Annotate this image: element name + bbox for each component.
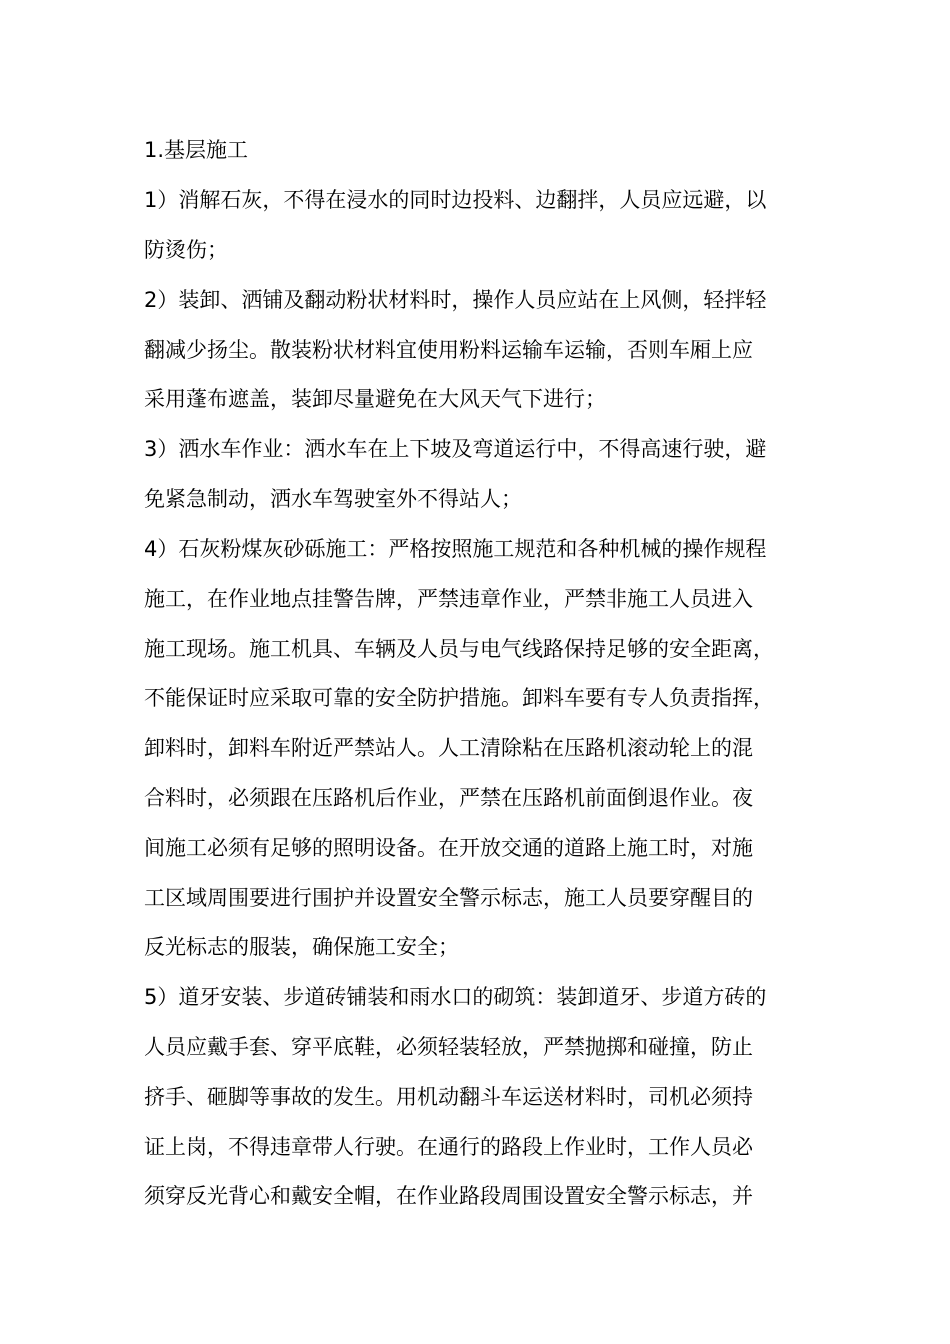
- section-heading: 1.基层施工: [144, 138, 249, 162]
- text-line: 1）消解石灰，不得在浸水的同时边投料、边翻拌，人员应远避，以: [144, 188, 767, 212]
- text-line: 施工，在作业地点挂警告牌，严禁违章作业，严禁非施工人员进入: [144, 587, 753, 611]
- text-line: 合料时，必须跟在压路机后作业，严禁在压路机前面倒退作业。夜: [144, 786, 753, 810]
- text-line: 挤手、砸脚等事故的发生。用机动翻斗车运送材料时，司机必须持: [144, 1085, 753, 1109]
- text-line: 免紧急制动，洒水车驾驶室外不得站人；: [144, 487, 522, 511]
- text-line: 5）道牙安装、步道砖铺装和雨水口的砌筑：装卸道牙、步道方砖的: [144, 985, 767, 1009]
- text-line: 不能保证时应采取可靠的安全防护措施。卸料车要有专人负责指挥，: [144, 686, 774, 710]
- text-line: 4）石灰粉煤灰砂砾施工：严格按照施工规范和各种机械的操作规程: [144, 537, 767, 561]
- text-line: 反光标志的服装，确保施工安全；: [144, 935, 459, 959]
- text-line: 2）装卸、洒铺及翻动粉状材料时，操作人员应站在上风侧，轻拌轻: [144, 288, 767, 312]
- text-line: 间施工必须有足够的照明设备。在开放交通的道路上施工时，对施: [144, 836, 753, 860]
- text-line: 施工现场。施工机具、车辆及人员与电气线路保持足够的安全距离，: [144, 637, 774, 661]
- text-line: 卸料时，卸料车附近严禁站人。人工清除粘在压路机滚动轮上的混: [144, 736, 753, 760]
- text-line: 须穿反光背心和戴安全帽，在作业路段周围设置安全警示标志，并: [144, 1184, 753, 1208]
- text-line: 工区域周围要进行围护并设置安全警示标志，施工人员要穿醒目的: [144, 886, 753, 910]
- text-line: 人员应戴手套、穿平底鞋，必须轻装轻放，严禁抛掷和碰撞，防止: [144, 1035, 753, 1059]
- text-line: 证上岗，不得违章带人行驶。在通行的路段上作业时，工作人员必: [144, 1135, 753, 1159]
- text-line: 翻减少扬尘。散装粉状材料宜使用粉料运输车运输，否则车厢上应: [144, 338, 753, 362]
- text-line: 采用蓬布遮盖，装卸尽量避免在大风天气下进行；: [144, 387, 606, 411]
- text-line: 3）洒水车作业：洒水车在上下坡及弯道运行中，不得高速行驶，避: [144, 437, 767, 461]
- text-line: 防烫伤；: [144, 238, 228, 262]
